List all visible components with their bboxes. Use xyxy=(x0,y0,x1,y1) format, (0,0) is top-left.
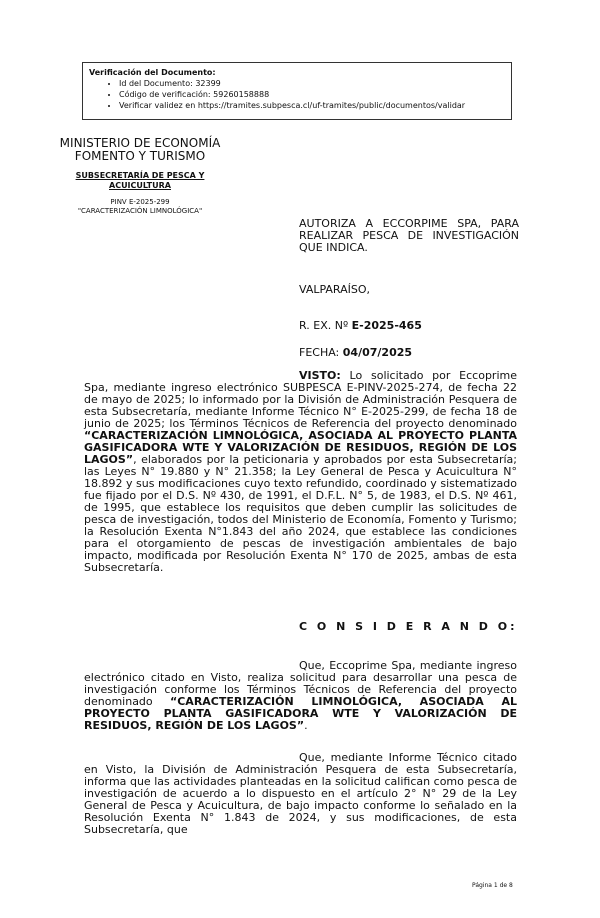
verification-url[interactable]: • Verificar validez en https://tramites.subpesca.cl/uf-tramites/public/documentos/validar xyxy=(119,100,505,111)
ministry-name xyxy=(40,137,240,163)
visto-heading: VISTO: xyxy=(299,369,341,382)
authorization-summary: AUTORIZA A ECCORPIME SPA, PARA REALIZAR PESCA DE INVESTIGACIÓN QUE INDICA. xyxy=(299,217,519,254)
ministry-line-2: FOMENTO Y TURISMO xyxy=(74,149,206,163)
verification-title: Verificación del Documento: xyxy=(89,68,216,77)
considerando-paragraph-2 xyxy=(84,752,517,836)
para1-end: . xyxy=(304,719,308,732)
date-value: 04/07/2025 xyxy=(342,346,413,359)
para1-text: Que, Eccoprime Spa, mediante ingreso electrónico citado en Visto, realiza solicitud para desarrollar una pesca de investigación conforme los Términos Técnicos de Referencia del proyecto denominado xyxy=(84,659,517,708)
verification-list xyxy=(89,78,505,111)
resolution-value: E-2025-465 xyxy=(351,319,422,332)
date-line xyxy=(299,346,412,359)
place: VALPARAÍSO, xyxy=(299,283,371,296)
visto-project-name: “CARACTERIZACIÓN LIMNOLÓGICA, ASOCIADA AL PROYECTO PLANTA GASIFICADORA WTE Y VALORIZACIÓN DE RESIDUOS, REGIÓN DE LOS LAGOS” xyxy=(84,429,517,466)
project-tag: "CARACTERIZACIÓN LIMNOLÓGICA" xyxy=(77,207,203,215)
pinv-block xyxy=(40,198,240,216)
ministry-line-1: MINISTERIO DE ECONOMÍA xyxy=(59,136,221,150)
pinv-number: PINV E-2025-299 xyxy=(110,198,170,206)
document-id: • Id del Documento: 32399 xyxy=(119,78,505,89)
page-number: Página 1 de 8 xyxy=(472,882,513,889)
verification-code: • Código de verificación: 59260158888 xyxy=(119,89,505,100)
visto-text-2: , elaborados por la peticionaria y aprobados por esta Subsecretaría; las Leyes N° 19.880 y N° 21.358; la Ley General de Pesca y Acuicultura N° 18.892 y sus modificaciones cuyo texto refundido, coordinado y sistematizado fue fijado por el D.S. Nº 430, de 1991, el D.F.L. N° 5, de 1983, el D.S. Nº 461, de 1995, que establece los requisitos que deben cumplir las solicitudes de pesca de investigación, todos del Ministerio de Economía, Fomento y Turismo; la Resolución Exenta N°1.843 del año 2024, que establece las condiciones para el otorgamiento de pescas de investigación ambientales de bajo impacto, modificada por Resolución Exenta N° 170 de 2025, ambas de esta Subsecretaría. xyxy=(84,453,517,574)
para2-text: Que, mediante Informe Técnico citado en Visto, la División de Administración Pesquera de esta Subsecretaría, informa que las actividades planteadas en la solicitud califican como pesca de investigación de acuerdo a lo dispuesto en el artículo 2° N° 29 de la Ley General de Pesca y Acuicultura, de bajo impacto conforme lo señalado en la Resolución Exenta N° 1.843 de 2024, y sus modificaciones, de esta Subsecretaría, que xyxy=(84,751,517,836)
visto-text-1: Lo solicitado por Eccoprime Spa, mediante ingreso electrónico SUBPESCA E-PINV-2025-274, de fecha 22 de mayo de 2025; lo informado por la División de Administración Pesquera de esta Subsecretaría, mediante Informe Técnico N° E-2025-299, de fecha 18 de junio de 2025; los Términos Técnicos de Referencia del proyecto denominado xyxy=(84,369,517,430)
visto-paragraph xyxy=(84,370,517,574)
resolution-number xyxy=(299,319,422,332)
considerando-heading: C O N S I D E R A N D O: xyxy=(299,620,518,633)
considerando-paragraph-1 xyxy=(84,660,517,732)
verification-box xyxy=(82,62,512,120)
subsecretaria-name: SUBSECRETARÍA DE PESCA Y ACUICULTURA xyxy=(75,171,205,190)
date-label: FECHA: xyxy=(299,346,343,359)
para1-project-name: “CARACTERIZACIÓN LIMNOLÓGICA, ASOCIADA AL PROYECTO PLANTA GASIFICADORA WTE Y VALORIZACIÓN DE RESIDUOS, REGIÓN DE LOS LAGOS” xyxy=(84,695,517,732)
resolution-label: R. EX. Nº xyxy=(299,319,352,332)
